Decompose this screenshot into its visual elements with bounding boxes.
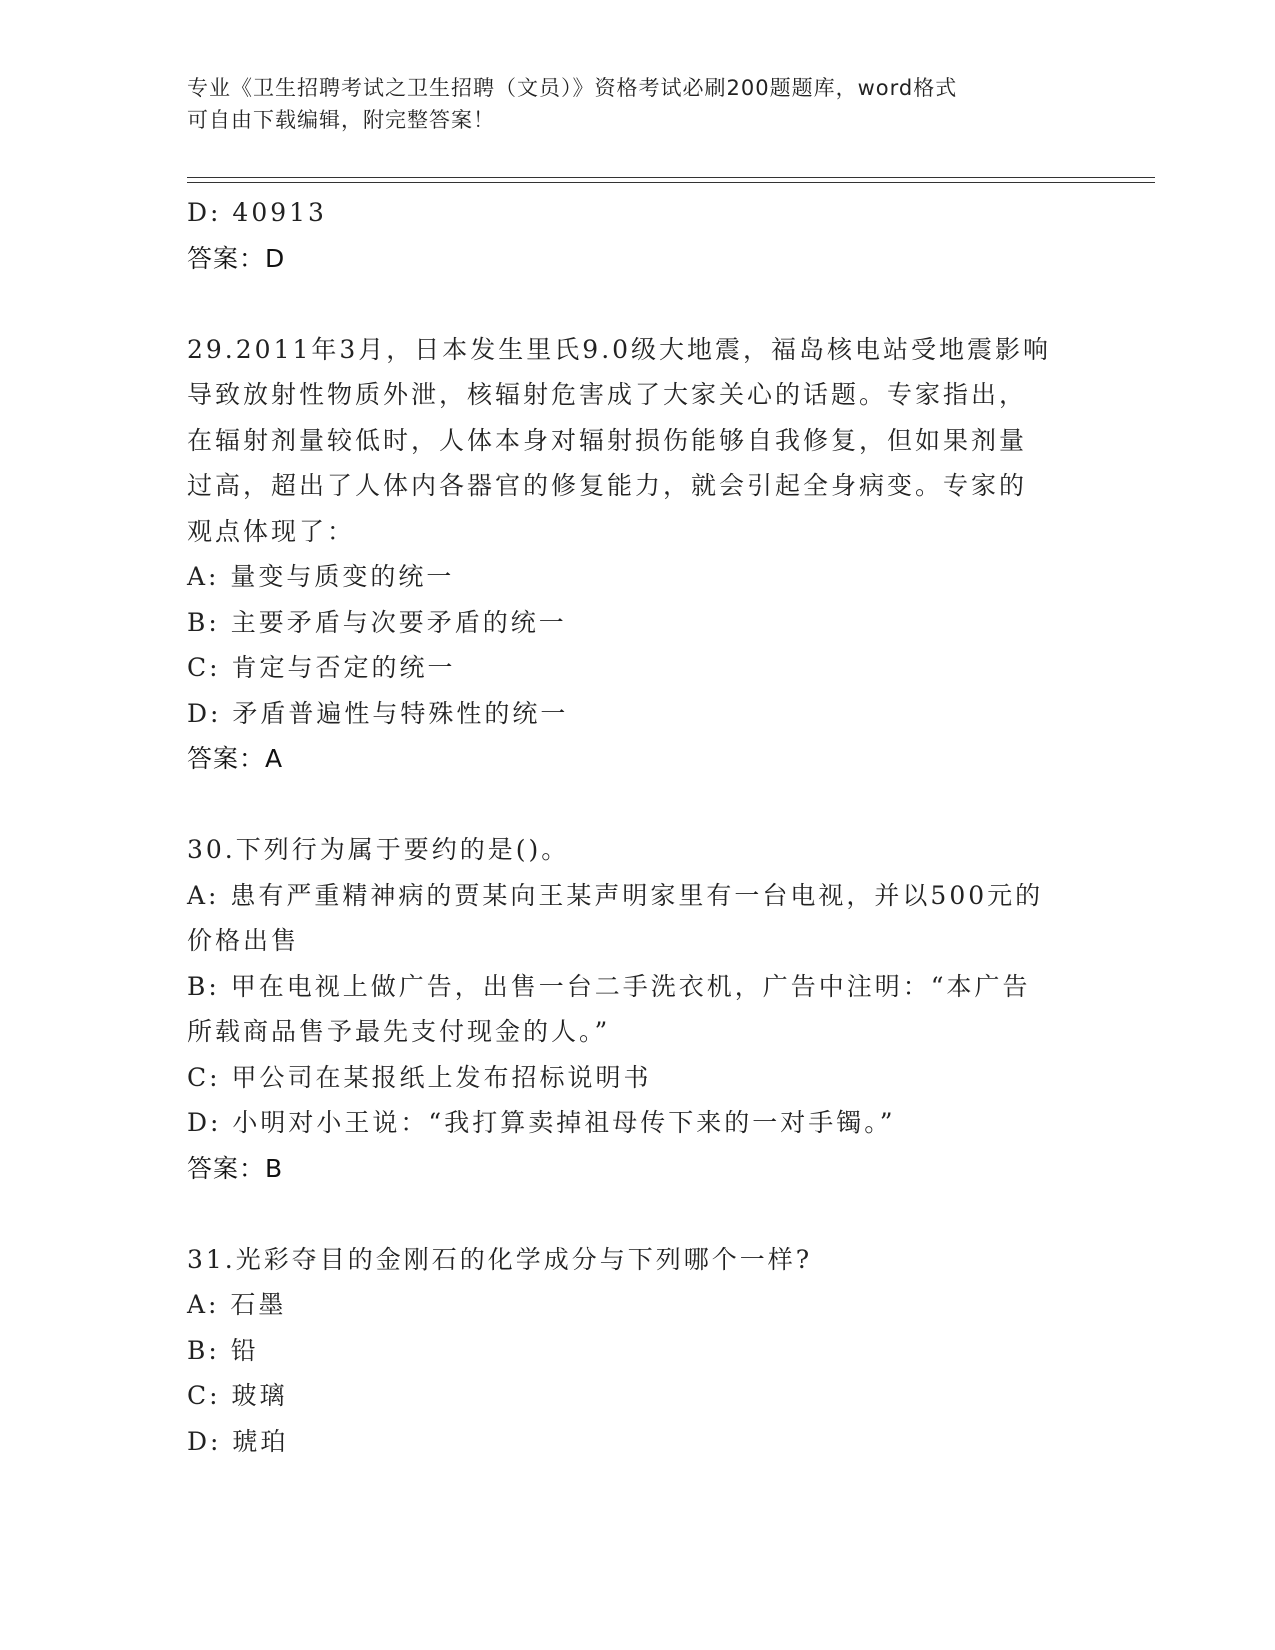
document-body [187,190,1087,1464]
option-d: D: 小明对小王说：“我打算卖掉祖母传下来的一对手镯。” [187,1108,896,1137]
answer-line: 答案：A [187,744,284,773]
option-b: B: 铅 [187,1335,259,1365]
question-31 [187,1237,1087,1465]
option-c: C: 甲公司在某报纸上发布招标说明书 [187,1062,652,1092]
header-title-line-1: 专业《卫生招聘考试之卫生招聘（文员）》资格考试必刷200题题库，word格式 [187,76,958,100]
question-text-line: 过高，超出了人体内各器官的修复能力，就会引起全身病变。专家的 [187,471,1028,500]
question-text-line: 观点体现了： [187,516,356,546]
answer-line: 答案：D [187,243,286,273]
option-d: D: 琥珀 [187,1426,289,1456]
question-text-line: 31.光彩夺目的金刚石的化学成分与下列哪个一样? [187,1244,813,1274]
question-text-line: 导致放射性物质外泄，核辐射危害成了大家关心的话题。专家指出， [187,380,1028,409]
option-a-continuation: 价格出售 [187,926,300,955]
header-title-line-2: 可自由下载编辑，附完整答案！ [187,108,495,132]
option-b: B: 甲在电视上做广告，出售一台二手洗衣机，广告中注明：“本广告 [187,971,1031,1001]
option-a: A: 患有严重精神病的贾某向王某声明家里有一台电视，并以500元的 [187,880,1044,910]
spacer [187,281,1087,327]
option-c: C: 肯定与否定的统一 [187,653,456,682]
header-divider-top [187,177,1155,178]
option-c: C: 玻璃 [187,1381,288,1410]
question-text-line: 在辐射剂量较低时，人体本身对辐射损伤能够自我修复，但如果剂量 [187,425,1028,455]
option-b: B: 主要矛盾与次要矛盾的统一 [187,607,567,637]
answer-line: 答案：B [187,1153,284,1183]
question-29 [187,327,1087,782]
question-30 [187,827,1087,1191]
option-b-continuation: 所载商品售予最先支付现金的人。” [187,1017,611,1046]
carryover-block [187,190,1087,281]
spacer [187,1191,1087,1237]
document-header [187,72,1087,136]
spacer [187,782,1087,828]
header-divider-bottom [187,182,1155,183]
option-a: A: 量变与质变的统一 [187,562,455,591]
option-a: A: 石墨 [187,1290,287,1319]
option-d: D: 矛盾普遍性与特殊性的统一 [187,698,569,728]
question-text-line: 30.下列行为属于要约的是()。 [187,835,570,864]
option-d: D: 40913 [187,198,327,227]
question-text-line: 29.2011年3月，日本发生里氏9.0级大地震，福岛核电站受地震影响 [187,334,1052,364]
